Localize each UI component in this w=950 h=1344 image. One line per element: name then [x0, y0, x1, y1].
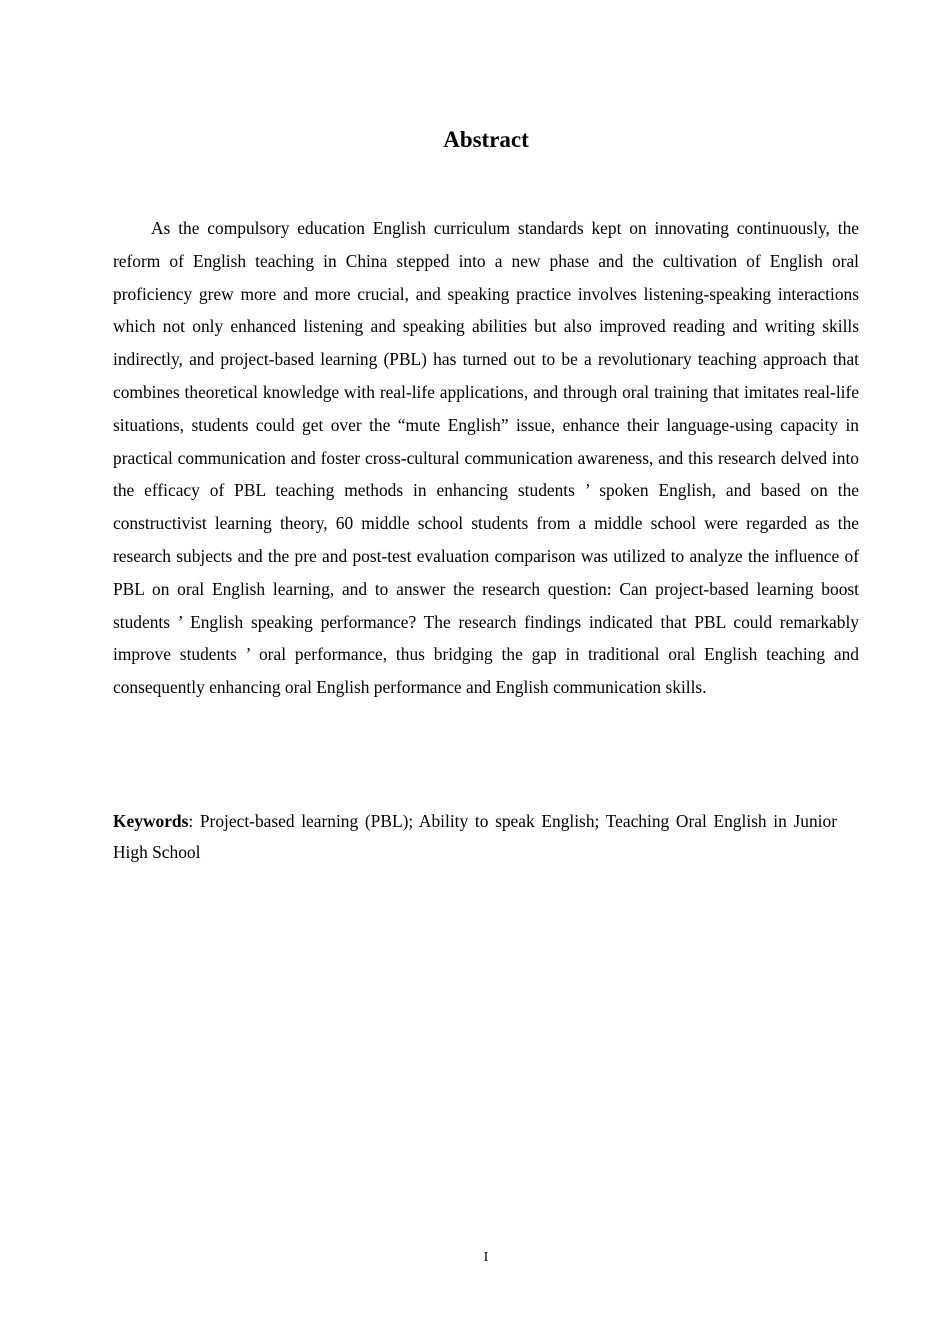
abstract-paragraph: As the compulsory education English curriculum standards kept on innovating continuously, the reform of English teaching in China stepped into a new phase and the cultivation of English oral proficiency grew more and more crucial, and speaking practice involves listening-speaking interactions which not only enhanced listening and speaking abilities but also improved reading and writing skills indirectly, and project-based learning (PBL) has turned out to be a revolutionary teaching approach that combines theoretical knowledge with real-life applications, and through oral training that imitates real-life situations, students could get over the “mute English” issue, enhance their language-using capacity in practical communication and foster cross-cultural communication awareness, and this research delved into the efficacy of PBL teaching methods in enhancing students ’ spoken English, and based on the constructivist learning theory, 60 middle school students from a middle school were regarded as the research subjects and the pre and post-test evaluation comparison was utilized to analyze the influence of PBL on oral English learning, and to answer the research question: Can project-based learning boost students ’ English speaking performance? The research findings indicated that PBL could remarkably improve students ’ oral performance, thus bridging the gap in traditional oral English teaching and consequently enhancing oral English performance and English communication skills.: [113, 218, 859, 698]
keywords-text: Project-based learning (PBL); Ability to speak English; Teaching Oral English in Junior High School: [113, 811, 837, 862]
keywords-label: Keywords: [113, 811, 189, 831]
page-number: I: [483, 1250, 489, 1265]
abstract-title: Abstract: [443, 127, 529, 152]
keywords-paragraph: [113, 806, 837, 868]
keywords-separator: :: [188, 811, 200, 831]
